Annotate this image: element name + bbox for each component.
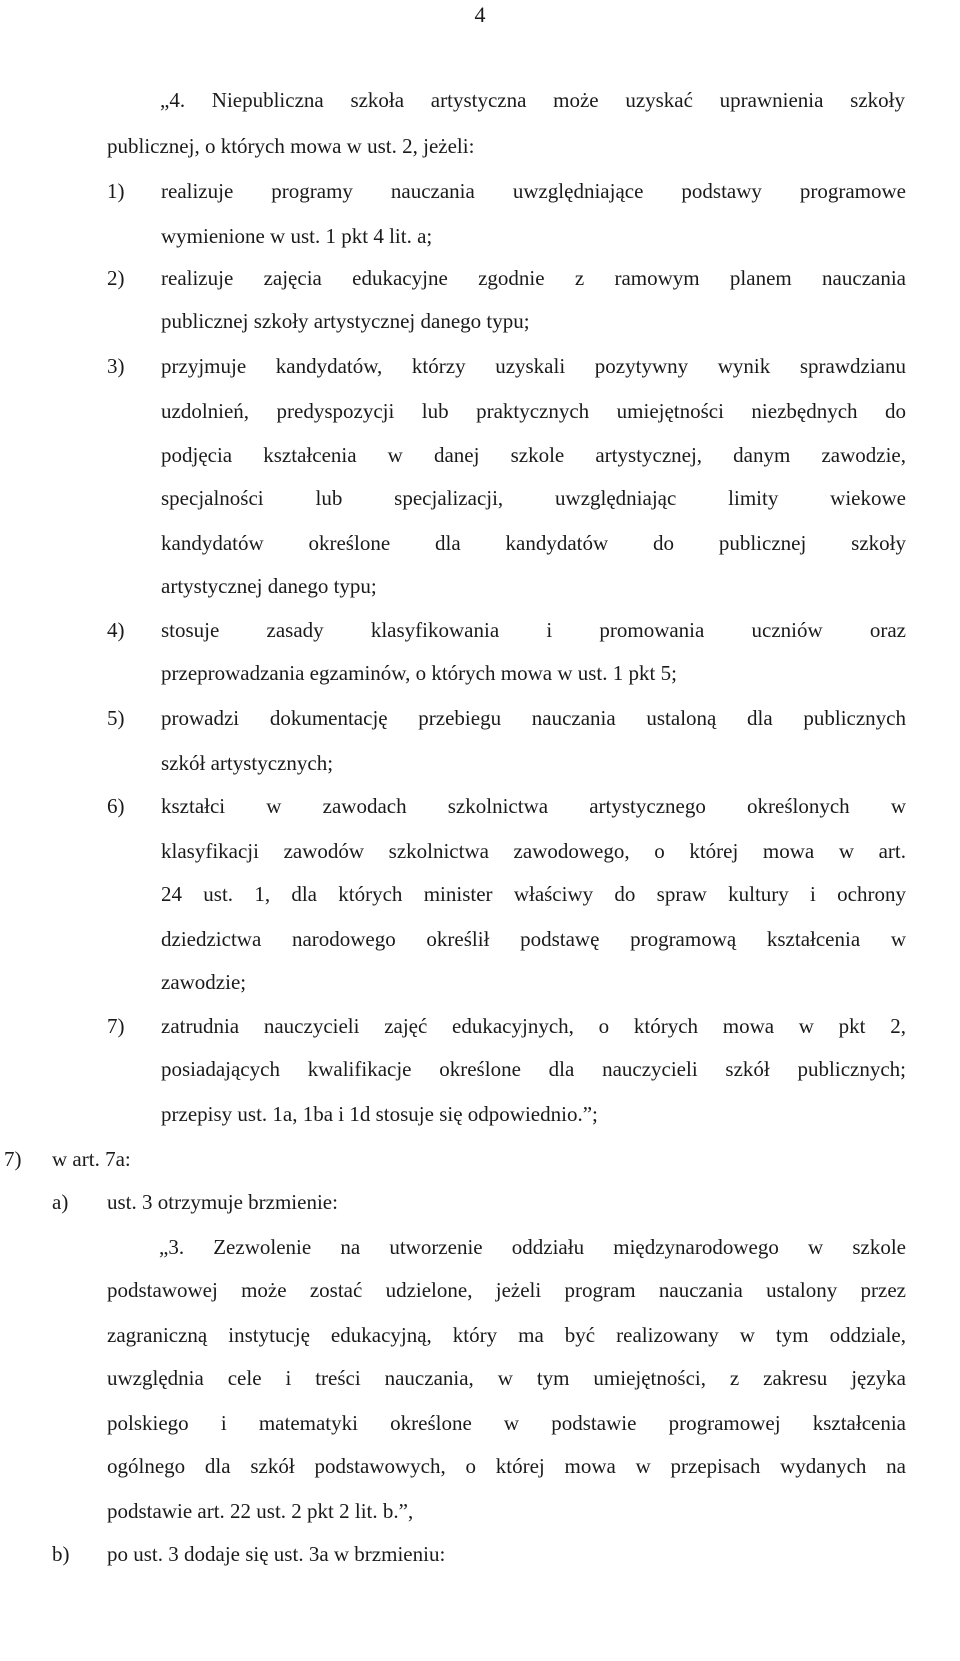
quote-line-6: ogólnego dla szkół podstawowych, o której mowa w przepisach wydanych na: [107, 1454, 906, 1478]
item-2-label: 2): [107, 266, 125, 290]
item-4-label: 4): [107, 618, 125, 642]
item-6-line-4: dziedzictwa narodowego określił podstawę programową kształcenia w: [161, 927, 906, 951]
item-7-line-1: zatrudnia nauczycieli zajęć edukacyjnych, o których mowa w pkt 2,: [161, 1014, 906, 1038]
item-6-line-2: klasyfikacji zawodów szkolnictwa zawodowego, o której mowa w art.: [161, 839, 906, 863]
item-5-label: 5): [107, 706, 125, 730]
item-1-label: 1): [107, 179, 125, 203]
sub-a-label: a): [52, 1190, 69, 1214]
item-4-line-1: stosuje zasady klasyfikowania i promowania uczniów oraz: [161, 618, 906, 642]
item-1-line-2: wymienione w ust. 1 pkt 4 lit. a;: [161, 224, 433, 248]
item-2-line-1: realizuje zajęcia edukacyjne zgodnie z ramowym planem nauczania: [161, 266, 906, 290]
point-7-label: 7): [4, 1147, 22, 1171]
item-3-line-2: uzdolnień, predyspozycji lub praktycznych umiejętności niezbędnych do: [161, 399, 906, 423]
quote-line-5: polskiego i matematyki określone w podstawie programowej kształcenia: [107, 1411, 906, 1435]
quote-line-3: zagraniczną instytucję edukacyjną, który ma być realizowany w tym oddziale,: [107, 1323, 906, 1347]
sub-b-text: po ust. 3 dodaje się ust. 3a w brzmieniu:: [107, 1542, 446, 1566]
sub-a-text: ust. 3 otrzymuje brzmienie:: [107, 1190, 338, 1214]
item-4-line-2: przeprowadzania egzaminów, o których mowa w ust. 1 pkt 5;: [161, 661, 677, 685]
item-7-line-2: posiadających kwalifikacje określone dla nauczycieli szkół publicznych;: [161, 1057, 906, 1081]
item-3-line-4: specjalności lub specjalizacji, uwzględniając limity wiekowe: [161, 486, 906, 510]
item-3-line-3: podjęcia kształcenia w danej szkole artystycznej, danym zawodzie,: [161, 443, 906, 467]
item-6-line-3: 24 ust. 1, dla których minister właściwy do spraw kultury i ochrony: [161, 882, 906, 906]
point-7-text: w art. 7a:: [52, 1147, 131, 1171]
item-5-line-2: szkół artystycznych;: [161, 751, 334, 775]
art4-intro-line-1: „4. Niepubliczna szkoła artystyczna może uzyskać uprawnienia szkoły: [160, 88, 905, 112]
quote-line-2: podstawowej może zostać udzielone, jeżeli program nauczania ustalony przez: [107, 1278, 906, 1302]
item-6-line-1: kształci w zawodach szkolnictwa artystycznego określonych w: [161, 794, 906, 818]
art4-intro-line-2: publicznej, o których mowa w ust. 2, jeżeli:: [107, 134, 475, 158]
quote-line-4: uwzględnia cele i treści nauczania, w tym umiejętności, z zakresu języka: [107, 1366, 906, 1390]
item-5-line-1: prowadzi dokumentację przebiegu nauczania ustaloną dla publicznych: [161, 706, 906, 730]
item-7-label: 7): [107, 1014, 125, 1038]
item-7-line-3: przepisy ust. 1a, 1ba i 1d stosuje się odpowiednio.”;: [161, 1102, 598, 1126]
item-3-line-6: artystycznej danego typu;: [161, 574, 377, 598]
item-6-line-5: zawodzie;: [161, 970, 247, 994]
item-1-line-1: realizuje programy nauczania uwzględniające podstawy programowe: [161, 179, 906, 203]
item-6-label: 6): [107, 794, 125, 818]
item-3-line-1: przyjmuje kandydatów, którzy uzyskali pozytywny wynik sprawdzianu: [161, 354, 906, 378]
quote-line-7: podstawie art. 22 ust. 2 pkt 2 lit. b.”,: [107, 1499, 414, 1523]
sub-b-label: b): [52, 1542, 70, 1566]
page-number: 4: [474, 2, 486, 27]
item-3-line-5: kandydatów określone dla kandydatów do publicznej szkoły: [161, 531, 906, 555]
item-2-line-2: publicznej szkoły artystycznej danego typu;: [161, 309, 530, 333]
quote-line-1: „3. Zezwolenie na utworzenie oddziału międzynarodowego w szkole: [159, 1235, 906, 1259]
item-3-label: 3): [107, 354, 125, 378]
